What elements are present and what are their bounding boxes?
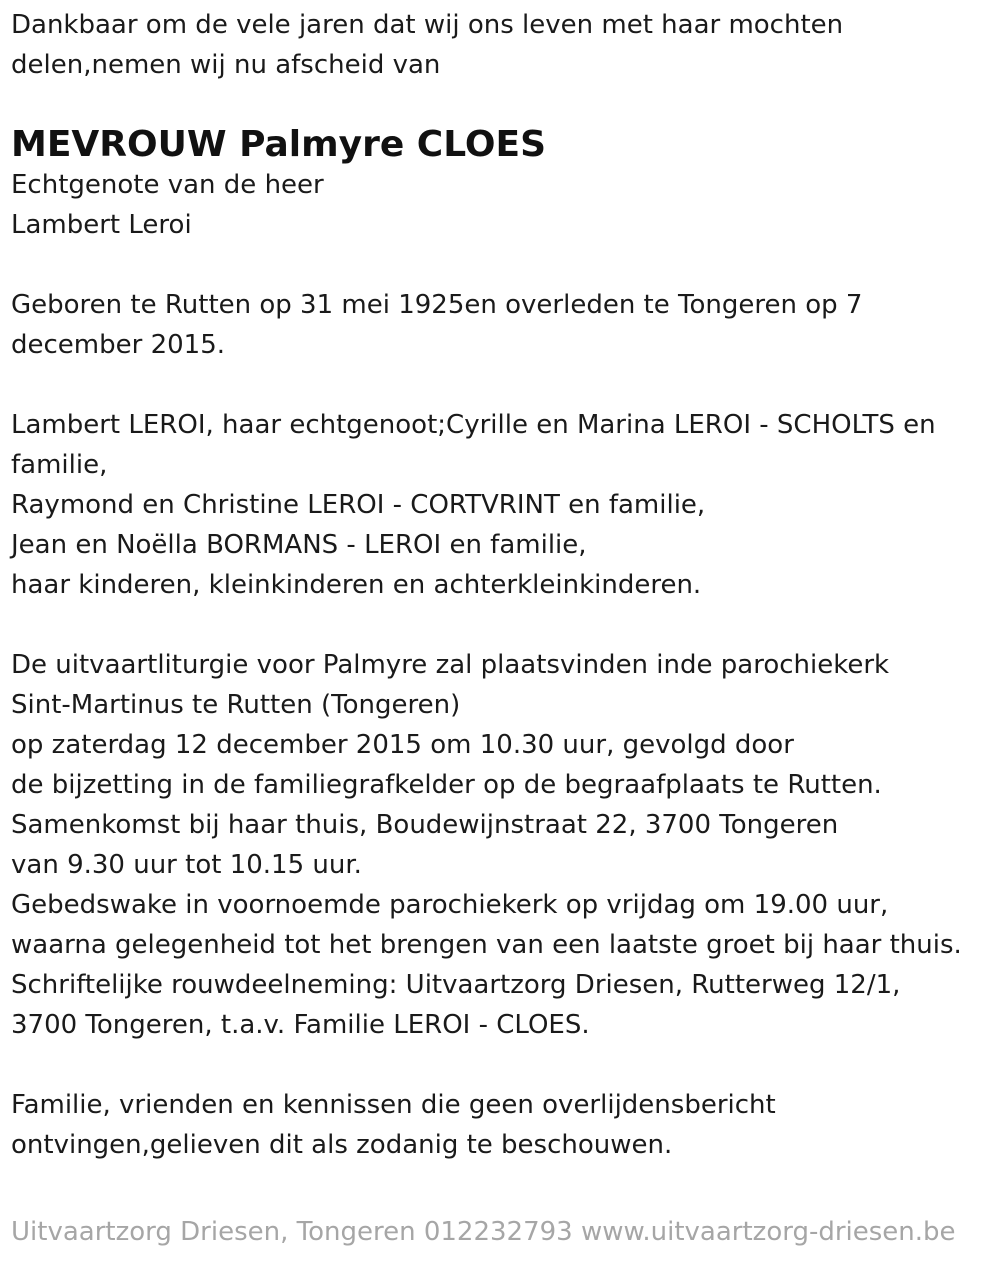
deceased-name-title: MEVROUW Palmyre CLOES xyxy=(11,124,547,165)
family-paragraph xyxy=(11,405,996,605)
spouse-line: Lambert Leroi xyxy=(11,210,192,240)
closing-paragraph xyxy=(11,1085,996,1165)
intro-line: Dankbaar om de vele jaren dat wij ons leven met haar mochten xyxy=(11,10,844,40)
ceremony-line: waarna gelegenheid tot het brengen van een laatste groet bij haar thuis. xyxy=(11,930,962,960)
obituary-notice xyxy=(11,5,996,1165)
family-line: haar kinderen, kleinkinderen en achterkleinkinderen. xyxy=(11,570,702,600)
ceremony-line: Sint-Martinus te Rutten (Tongeren) xyxy=(11,690,461,720)
ceremony-line: op zaterdag 12 december 2015 om 10.30 uur, gevolgd door xyxy=(11,730,794,760)
ceremony-line: De uitvaartliturgie voor Palmyre zal plaatsvinden inde parochiekerk xyxy=(11,650,890,680)
birth-death-paragraph xyxy=(11,285,996,365)
birth-death-line: december 2015. xyxy=(11,330,226,360)
spouse-line: Echtgenote van de heer xyxy=(11,170,324,200)
spacer xyxy=(11,1045,996,1085)
family-line: Lambert LEROI, haar echtgenoot;Cyrille en Marina LEROI - SCHOLTS en xyxy=(11,410,936,440)
ceremony-line: Samenkomst bij haar thuis, Boudewijnstraat 22, 3700 Tongeren xyxy=(11,810,839,840)
intro-line: delen,nemen wij nu afscheid van xyxy=(11,50,441,80)
ceremony-line: Gebedswake in voornoemde parochiekerk op vrijdag om 19.00 uur, xyxy=(11,890,889,920)
ceremony-line: de bijzetting in de familiegrafkelder op de begraafplaats te Rutten. xyxy=(11,770,882,800)
ceremony-line: 3700 Tongeren, t.a.v. Familie LEROI - CLOES. xyxy=(11,1010,590,1040)
intro-paragraph xyxy=(11,5,996,85)
spacer xyxy=(11,245,996,285)
spouse-paragraph xyxy=(11,165,996,245)
birth-death-line: Geboren te Rutten op 31 mei 1925en overleden te Tongeren op 7 xyxy=(11,290,863,320)
family-line: familie, xyxy=(11,450,108,480)
spacer xyxy=(11,365,996,405)
family-line: Raymond en Christine LEROI - CORTVRINT en familie, xyxy=(11,490,706,520)
ceremony-line: Schriftelijke rouwdeelneming: Uitvaartzorg Driesen, Rutterweg 12/1, xyxy=(11,970,901,1000)
family-line: Jean en Noëlla BORMANS - LEROI en familie, xyxy=(11,530,587,560)
closing-line: ontvingen,gelieven dit als zodanig te beschouwen. xyxy=(11,1130,673,1160)
closing-line: Familie, vrienden en kennissen die geen overlijdensbericht xyxy=(11,1090,776,1120)
ceremony-paragraph xyxy=(11,645,996,1045)
funeral-home-footer: Uitvaartzorg Driesen, Tongeren 012232793 www.uitvaartzorg-driesen.be xyxy=(11,1217,956,1247)
spacer xyxy=(11,605,996,645)
ceremony-line: van 9.30 uur tot 10.15 uur. xyxy=(11,850,362,880)
